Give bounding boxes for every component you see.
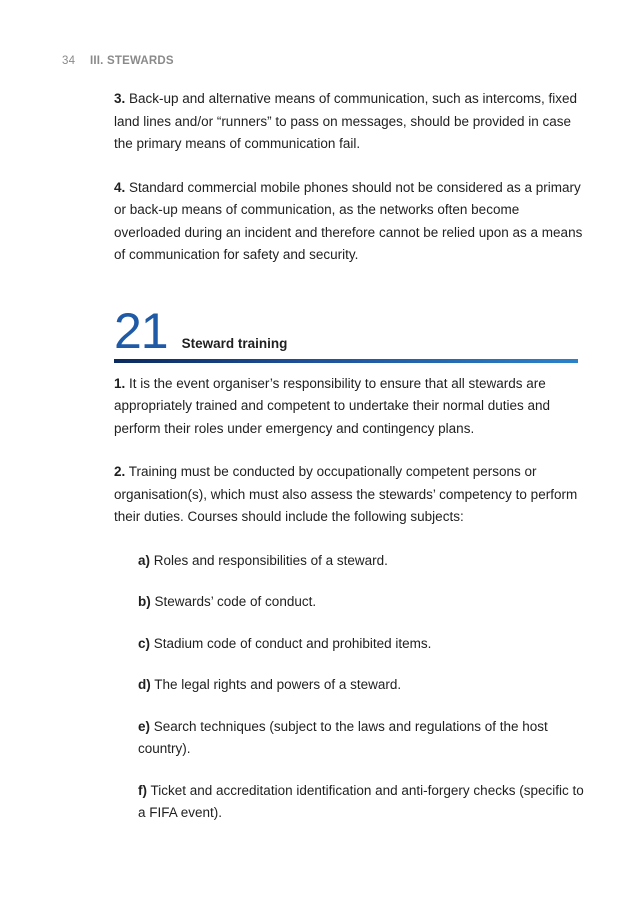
list-item-text: Roles and responsibilities of a steward. [150, 552, 388, 568]
section-divider [114, 359, 578, 363]
running-head [62, 55, 174, 67]
section-number: 21 [114, 302, 168, 359]
paragraph-3 [114, 88, 584, 156]
section-heading [114, 300, 584, 359]
list-item-text: Search techniques (subject to the laws and regulations of the host country). [138, 718, 548, 756]
list-item [138, 633, 584, 656]
section-title: Steward training [181, 335, 288, 351]
list-item-text: Stewards’ code of conduct. [150, 594, 317, 609]
list-item [138, 550, 584, 573]
paragraph-text: Back-up and alternative means of communication, such as intercoms, fixed land lines and/or “runners” to pass on messages, should be provided in case the primary means of communication fail. [114, 91, 577, 151]
list-item-letter: b) [138, 594, 151, 609]
list-item-letter: e) [138, 718, 151, 734]
list-item-text: Stadium code of conduct and prohibited items. [150, 635, 432, 651]
paragraph-text: Training must be conducted by occupationally competent persons or organisation(s), which must also assess the stewards’ competency to perform their duties. Courses should include the following subjects: [114, 464, 578, 524]
paragraph-text: Standard commercial mobile phones should not be considered as a primary or back-up means of communication, as the networks often become overloaded during an incident and therefore cannot be relied upon as a means of communication for safety and security. [114, 179, 583, 262]
page-number: 34 [62, 55, 76, 67]
list-item [138, 780, 584, 825]
list-item-letter: d) [138, 677, 151, 692]
list-item [138, 674, 584, 697]
list-item-text: Ticket and accreditation identification and anti-forgery checks (specific to a FIFA event). [138, 782, 584, 820]
running-head-section: III. STEWARDS [90, 55, 174, 67]
list-item [138, 716, 584, 761]
paragraph-4 [114, 177, 584, 267]
subjects-list [138, 550, 584, 825]
list-item-letter: f) [138, 782, 147, 798]
list-item [138, 591, 584, 614]
section-paragraph-1 [114, 373, 584, 441]
paragraph-text: It is the event organiser’s responsibility to ensure that all stewards are appropriately trained and competent to undertake their normal duties and perform their roles under emergency and contingency plans. [114, 375, 551, 436]
paragraph-number: 4. [114, 179, 126, 195]
paragraph-number: 2. [114, 464, 126, 479]
list-item-letter: c) [138, 635, 151, 651]
section-paragraph-2 [114, 461, 584, 529]
list-item-text: The legal rights and powers of a steward. [150, 677, 402, 692]
page-body [114, 88, 584, 844]
paragraph-number: 3. [114, 91, 126, 106]
paragraph-number: 1. [114, 375, 126, 391]
list-item-letter: a) [138, 552, 151, 568]
